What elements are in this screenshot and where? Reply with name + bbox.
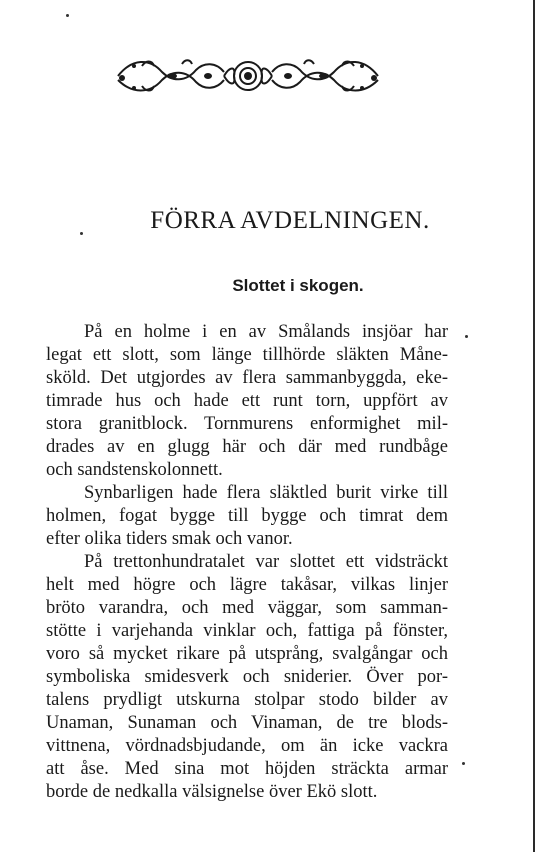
floral-vignette-icon [112, 52, 384, 98]
text-line: drades av en glugg här och där med rundbåge [46, 437, 448, 457]
section-title: Slottet i skogen. [232, 276, 364, 295]
text-line: borde de nedkalla välsignelse över Ekö slott. [46, 782, 378, 802]
text-line: På trettonhundratalet var slottet ett vidsträckt [84, 552, 448, 572]
print-speck [462, 762, 465, 765]
text-line: talens prydligt utskurna stolpar stodo bilder av [46, 690, 448, 710]
text-line: bröto varandra, och med väggar, som samman- [46, 598, 448, 618]
page-edge-line [533, 0, 535, 852]
text-line: att åse. Med sina mot höjden sträckta armar [46, 759, 448, 779]
text-line: Unaman, Sunaman och Vinaman, de tre blods- [46, 713, 448, 733]
chapter-title: FÖRRA AVDELNINGEN. [150, 207, 430, 234]
text-line: symboliska smidesverk och sniderier. Över por- [46, 667, 448, 687]
print-speck [66, 14, 69, 17]
text-line: voro så mycket rikare på utsprång, svalgångar och [46, 644, 448, 664]
text-line: sköld. Det utgjordes av flera sammanbyggda, eke- [46, 368, 448, 388]
text-line: stötte i varjehanda vinklar och, fattiga på fönster, [46, 621, 448, 641]
text-line: På en holme i en av Smålands insjöar har [84, 322, 448, 342]
print-speck [465, 335, 468, 338]
text-line: legat ett slott, som länge tillhörde släkten Måne- [46, 345, 448, 365]
text-line: vittnena, vördnadsbjudande, om än icke vackra [46, 736, 448, 756]
text-line: holmen, fogat bygge till bygge och timrat dem [46, 506, 448, 526]
text-line: timrade hus och hade ett runt torn, uppfört av [46, 391, 448, 411]
text-line: stora granitblock. Tornmurens enformighet mil- [46, 414, 448, 434]
text-line: efter olika tiders smak och vanor. [46, 529, 293, 549]
text-line: och sandstenskolonnett. [46, 460, 223, 480]
text-line: helt med högre och lägre takåsar, vilkas linjer [46, 575, 448, 595]
text-line: Synbarligen hade flera släktled burit virke till [84, 483, 448, 503]
